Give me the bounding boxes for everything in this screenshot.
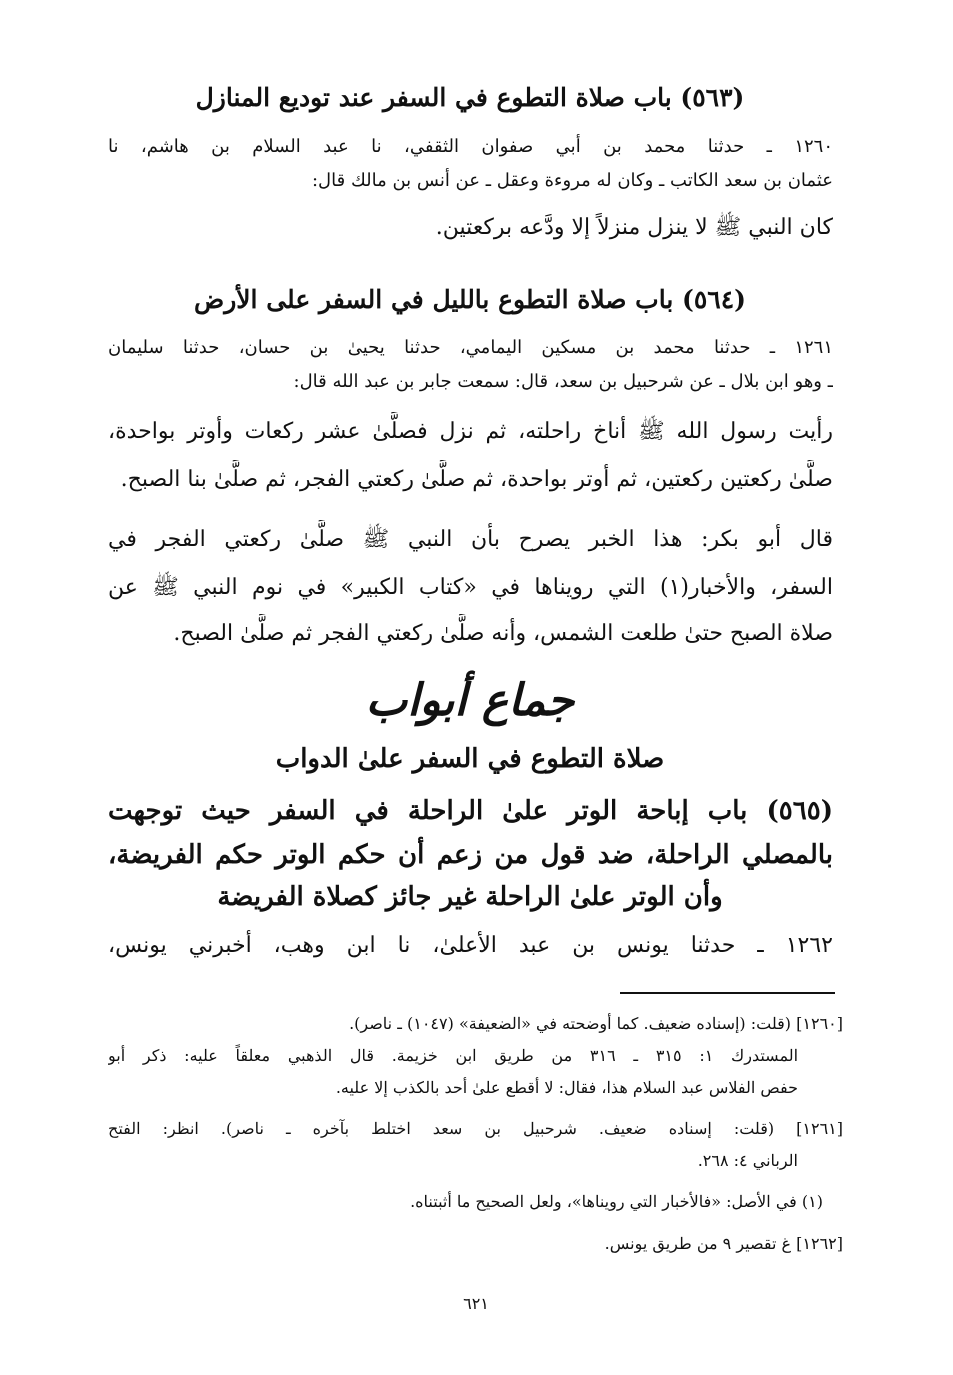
- footnote-1260-line-3: حفص الفلاس عبد السلام هذا، فقال: لا أقطع علىٰ أحد بالكذب إلا عليه.: [335, 1078, 798, 1097]
- page-number: ٦٢١: [463, 1294, 489, 1313]
- jimaa-abwab-heading: جماع أبواب: [365, 675, 575, 726]
- footnote-1260-line-2: المستدرك ١: ٣١٥ ـ ٣١٦ من طريق ابن خزيمة. قال الذهبي معلقاً عليه: ذكر أبو: [108, 1046, 798, 1065]
- abu-bakr-comment-line-2: السفر، والأخبار(١) التي رويناها في «كتاب الكبير» في نوم النبي ﷺ عن: [108, 575, 833, 600]
- chapter-565-title-line-1: (٥٦٥) باب إباحة الوتر علىٰ الراحلة في السفر حيث توجهت: [108, 796, 833, 826]
- chapter-565-title-line-3: وأن الوتر علىٰ الراحلة غير جائز كصلاة الفريضة: [217, 882, 723, 912]
- footnote-1261-line-1: [١٢٦١] (قلت: إسناده ضعيف. شرحبيل بن سعد اختلط بآخره ـ ناصر). انظر: الفتح: [108, 1119, 843, 1138]
- hadith-1260-isnad-line-1: ١٢٦٠ ـ حدثنا محمد بن أبي صفوان الثقفي، نا عبد السلام بن هاشم، نا: [108, 136, 833, 157]
- footnote-separator: [620, 992, 835, 994]
- abu-bakr-comment-line-3: صلاة الصبح حتىٰ طلعت الشمس، وأنه صلَّىٰ ركعتي الفجر ثم صلَّىٰ الصبح.: [173, 621, 833, 646]
- footnote-note-1: (١) في الأصل: «فالأخبار التي رويناها»، ولعل الصحيح ما أثبتناه.: [410, 1192, 823, 1211]
- hadith-1261-matn-line-1: رأيت رسول الله ﷺ أناخ راحلته، ثم نزل فصلَّىٰ عشر ركعات وأوتر بواحدة،: [108, 419, 833, 444]
- chapter-564-title: (٥٦٤) باب صلاة التطوع بالليل في السفر على الأرض: [194, 285, 746, 314]
- hadith-1261-isnad-line-1: ١٢٦١ ـ حدثنا محمد بن مسكين اليمامي، حدثنا يحيىٰ بن حسان، حدثنا سليمان: [108, 337, 833, 358]
- footnote-1261-line-2: الرباني ٤: ٢٦٨.: [697, 1151, 798, 1170]
- hadith-1261-isnad-line-2: ـ وهو ابن بلال ـ عن شرحبيل بن سعد، قال: سمعت جابر بن عبد الله قال:: [293, 371, 833, 392]
- chapter-565-title-line-2: بالمصلي الراحلة، ضد قول من زعم أن حكم الوتر حكم الفريضة،: [108, 840, 833, 870]
- hadith-1262-isnad-line-1: ١٢٦٢ ـ حدثنا يونس بن عبد الأعلىٰ، نا ابن وهب، أخبرني يونس،: [108, 933, 833, 958]
- hadith-1260-isnad-line-2: عثمان بن سعد الكاتب ـ وكان له مروءة وعقل ـ عن أنس بن مالك قال:: [311, 170, 833, 191]
- footnote-1262: [١٢٦٢] غ تقصير ٩ من طريق يونس.: [604, 1234, 843, 1253]
- jimaa-subtitle: صلاة التطوع في السفر علىٰ الدواب: [275, 744, 665, 774]
- footnote-1260-line-1: [١٢٦٠] (قلت: (إسناده ضعيف. كما أوضحته في «الضعيفة» (١٠٤٧) ـ ناصر).: [349, 1014, 843, 1033]
- chapter-563-title: (٥٦٣) باب صلاة التطوع في السفر عند توديع المنازل: [195, 83, 745, 112]
- hadith-1261-matn-line-2: صلَّىٰ ركعتين ركعتين، ثم أوتر بواحدة، ثم صلَّىٰ ركعتي الفجر، ثم صلَّىٰ بنا الصبح.: [120, 467, 833, 492]
- abu-bakr-comment-line-1: قال أبو بكر: هذا الخبر يصرح بأن النبي ﷺ صلَّىٰ ركعتي الفجر في: [108, 527, 833, 552]
- hadith-1260-matn: كان النبي ﷺ لا ينزل منزلاً إلا ودَّعه بركعتين.: [435, 215, 833, 240]
